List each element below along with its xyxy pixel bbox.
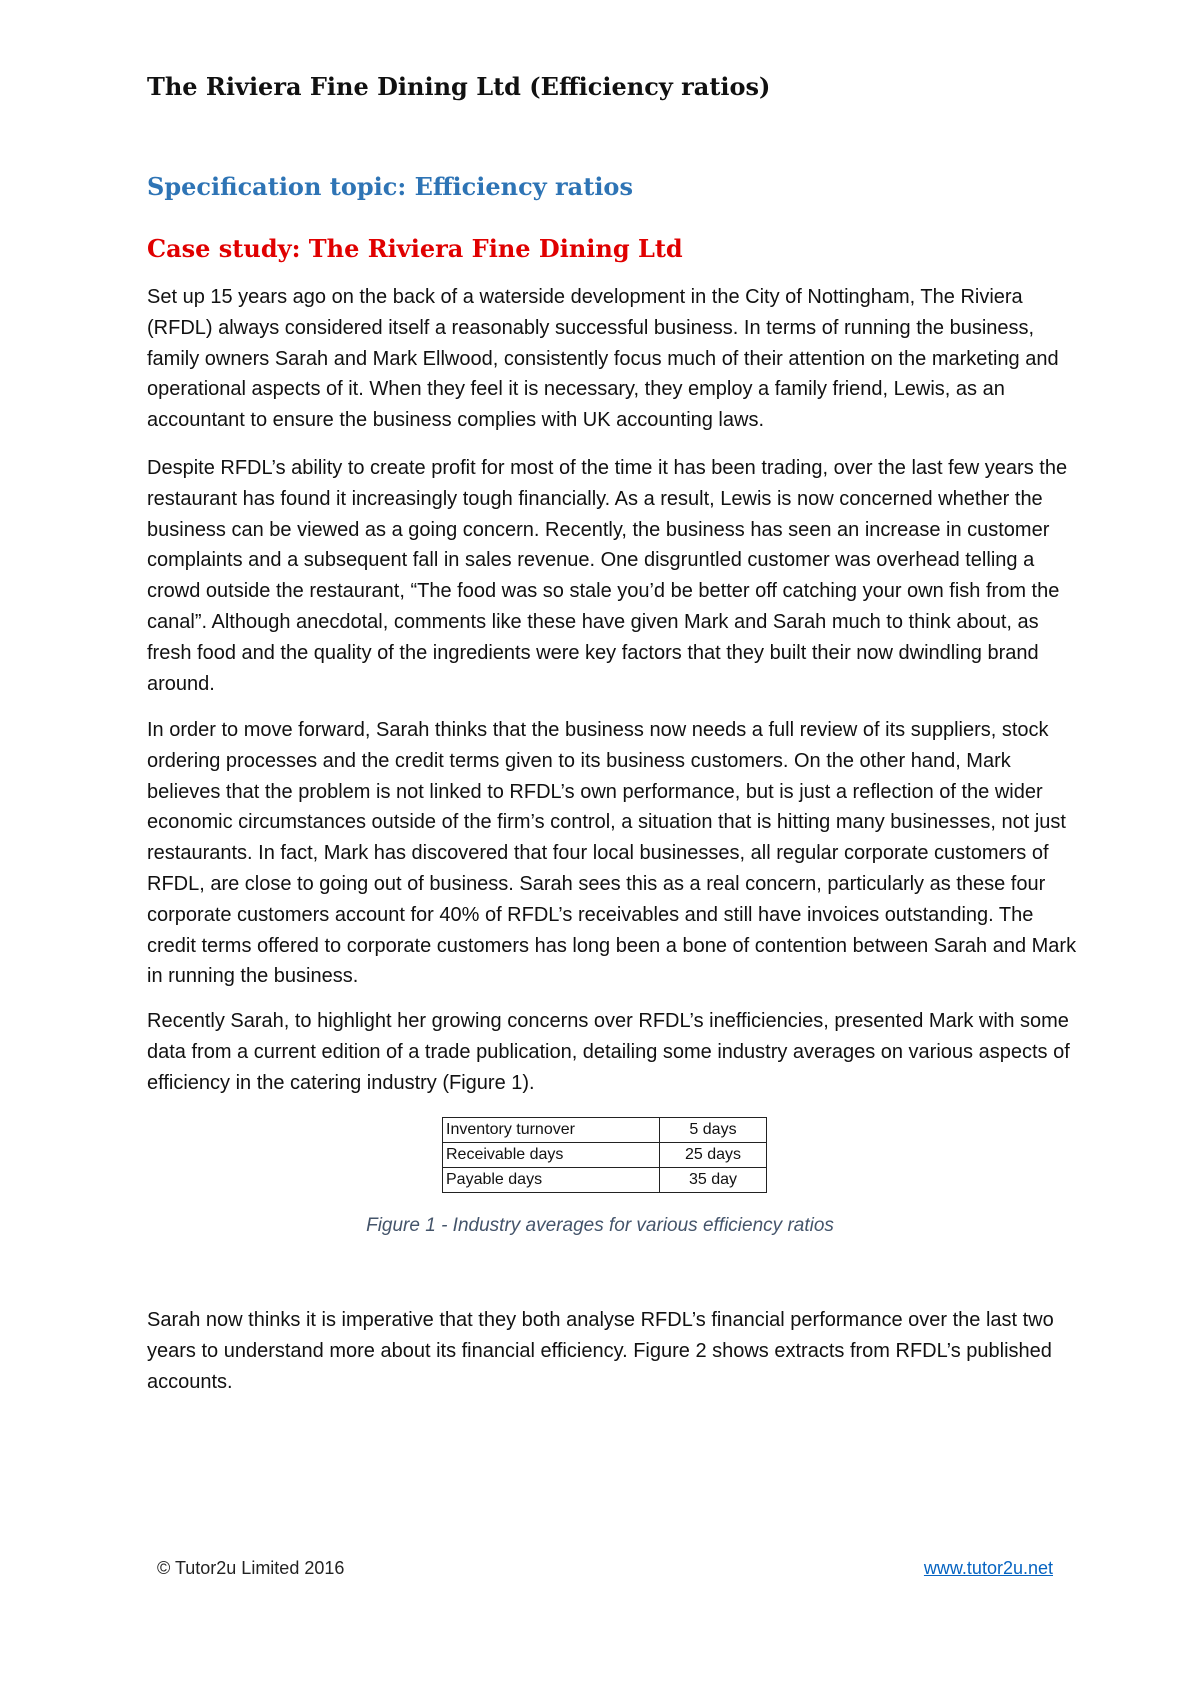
table-row: [443, 1143, 767, 1168]
specification-heading: Specification topic: Efficiency ratios: [147, 172, 633, 201]
footer-copyright: © Tutor2u Limited 2016: [157, 1558, 345, 1578]
paragraph-5: Sarah now thinks it is imperative that they both analyse RFDL’s financial performance over the last two years to understand more about its financial efficiency. Figure 2 shows extracts from RFDL’s published accounts.: [147, 1309, 1054, 1393]
table-cell-label: Receivable days: [443, 1143, 660, 1168]
paragraph-2: Despite RFDL’s ability to create profit for most of the time it has been trading, over the last few years the restaurant has found it increasingly tough financially. As a result, Lewis is now concerned whether the business can be viewed as a going concern. Recently, the business has seen an increase in customer complaints and a subsequent fall in sales revenue. One disgruntled customer was overhead telling a crowd outside the restaurant, “The food was so stale you’d be better off catching your own fish from the canal”. Although anecdotal, comments like these have given Mark and Sarah much to think about, as fresh food and the quality of the ingredients were key factors that they built their now dwindling brand around.: [147, 457, 1068, 695]
footer-website-link[interactable]: www.tutor2u.net: [923, 1558, 1053, 1578]
paragraph-4: Recently Sarah, to highlight her growing concerns over RFDL’s inefficiencies, presented Mark with some data from a current edition of a trade publication, detailing some industry averages on various aspects of efficiency in the catering industry (Figure 1).: [147, 1010, 1070, 1094]
table-row: [443, 1168, 767, 1193]
table-cell-label: Payable days: [443, 1168, 660, 1193]
table-row: [443, 1118, 767, 1143]
case-study-heading: Case study: The Riviera Fine Dining Ltd: [147, 234, 683, 263]
paragraph-1: Set up 15 years ago on the back of a waterside development in the City of Nottingham, The Riviera (RFDL) always considered itself a reasonably successful business. In terms of running the business, family owners Sarah and Mark Ellwood, consistently focus much of their attention on the marketing and operational aspects of it. When they feel it is necessary, they employ a family friend, Lewis, as an accountant to ensure the business complies with UK accounting laws.: [147, 286, 1059, 432]
figure-1-caption: Figure 1 - Industry averages for various efficiency ratios: [366, 1215, 834, 1236]
table-cell-value: 35 day: [660, 1168, 767, 1193]
table-cell-value: 5 days: [660, 1118, 767, 1143]
paragraph-3: In order to move forward, Sarah thinks that the business now needs a full review of its suppliers, stock ordering processes and the credit terms given to its business customers. On the other hand, Mark believes that the problem is not linked to RFDL’s own performance, but is just a reflection of the wider economic circumstances outside of the firm’s control, a situation that is hitting many businesses, not just restaurants. In fact, Mark has discovered that four local businesses, all regular corporate customers of RFDL, are close to going out of business. Sarah sees this as a real concern, particularly as these four corporate customers account for 40% of RFDL’s receivables and still have invoices outstanding. The credit terms offered to corporate customers has long been a bone of contention between Sarah and Mark in running the business.: [147, 719, 1077, 988]
table-cell-value: 25 days: [660, 1143, 767, 1168]
figure-1-table: [442, 1117, 767, 1193]
table-cell-label: Inventory turnover: [443, 1118, 660, 1143]
page-header-title: The Riviera Fine Dining Ltd (Efficiency ratios): [147, 72, 771, 101]
